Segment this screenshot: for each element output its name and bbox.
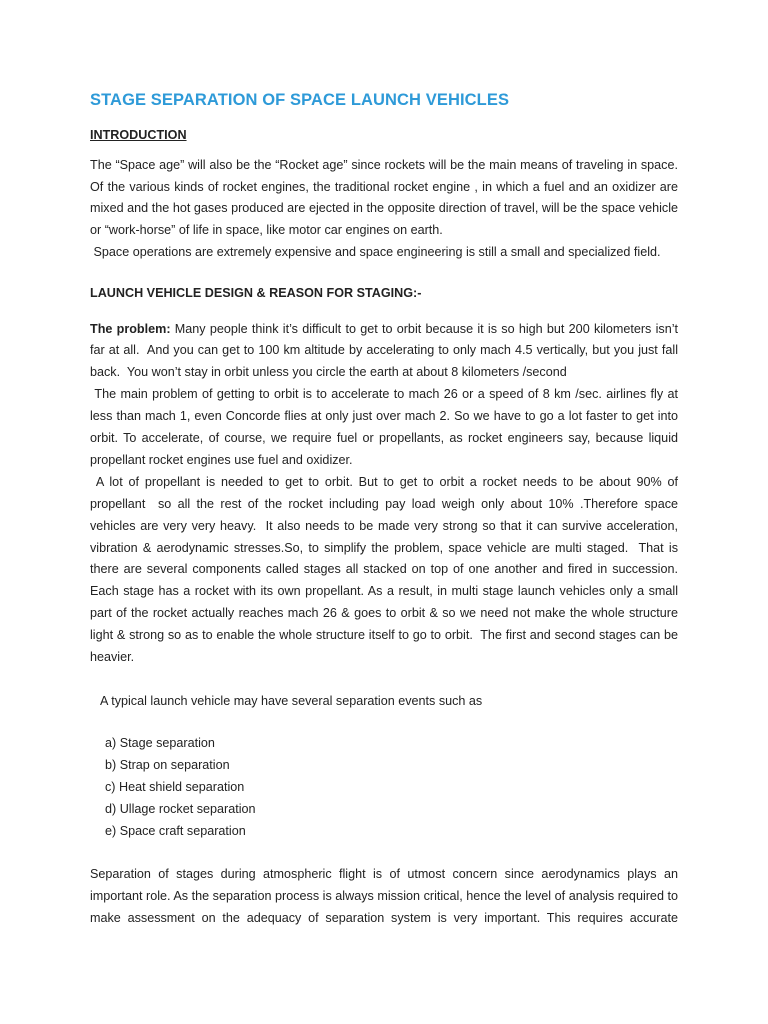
problem-paragraph: The main problem of getting to orbit is to accelerate to mach 26 or a speed of 8 km /sec. airlines fly at less than mach 1, even Concorde flies at only just over mach 2. So we have to go a lot faster to get into orbit. To accelerate, of course, we require fuel or propellants, as rocket engineers say, because liquid propellant rocket engines use fuel and oxidizer. (90, 387, 682, 467)
list-item: a) Stage separation (105, 736, 215, 751)
introduction-body (90, 155, 678, 264)
problem-paragraph: A lot of propellant is needed to get to orbit. But to get to orbit a rocket needs to be about 90% of propellant so all the rest of the rocket including pay load weigh only about 10% .Therefore space vehicles are very very heavy. It also needs to be made very strong so that it can survive acceleration, vibration & aerodynamic stresses.So, to simplify the problem, space vehicle are multi staged. That is there are several components called stages all stacked on top of one another and fired in succession. Each stage has a rocket with its own propellant. As a result, in multi stage launch vehicles only a small part of the rocket actually reaches mach 26 & goes to orbit & so we need not make the whole structure light & strong so as to enable the whole structure itself to go to orbit. The first and second stages can be heavier. (90, 474, 682, 665)
design-section-heading: LAUNCH VEHICLE DESIGN & REASON FOR STAGING:- (90, 285, 422, 300)
list-item: e) Space craft separation (105, 823, 246, 838)
document-title: STAGE SEPARATION OF SPACE LAUNCH VEHICLES (90, 91, 510, 109)
problem-section (90, 319, 682, 670)
closing-paragraph: Separation of stages during atmospheric flight is of utmost concern since aerodynamics plays an important role. As the separation process is always mission critical, hence the level of analysis required to make assessment on the adequacy of separation system is very important. This requires accurate (90, 866, 678, 925)
problem-text: Many people think it’s difficult to get to orbit because it is so high but 200 kilometers isn’t far at all. And you can get to 100 km altitude by accelerating to only mach 4.5 vertically, but you just fall back. You won’t stay in orbit unless you circle the earth at about 8 kilometers /second (90, 321, 682, 380)
problem-label: The problem: (90, 321, 171, 336)
introduction-paragraph: Space operations are extremely expensive and space engineering is still a small and specialized field. (90, 244, 661, 259)
list-item: b) Strap on separation (105, 757, 230, 772)
separation-events-intro: A typical launch vehicle may have several separation events such as (100, 694, 483, 709)
problem-paragraph (90, 319, 682, 385)
introduction-heading: INTRODUCTION (90, 128, 187, 142)
list-item: d) Ullage rocket separation (105, 801, 256, 816)
separation-events-list (105, 733, 678, 843)
list-item: c) Heat shield separation (105, 779, 245, 794)
introduction-paragraph: The “Space age” will also be the “Rocket age” since rockets will be the main means of traveling in space. Of the various kinds of rocket engines, the traditional rocket engine , in which a fuel and an oxidizer are mixed and the hot gases produced are ejected in the opposite direction of travel, will be the space vehicle or “work-horse” of life in space, like motor car engines on earth. (90, 158, 678, 238)
